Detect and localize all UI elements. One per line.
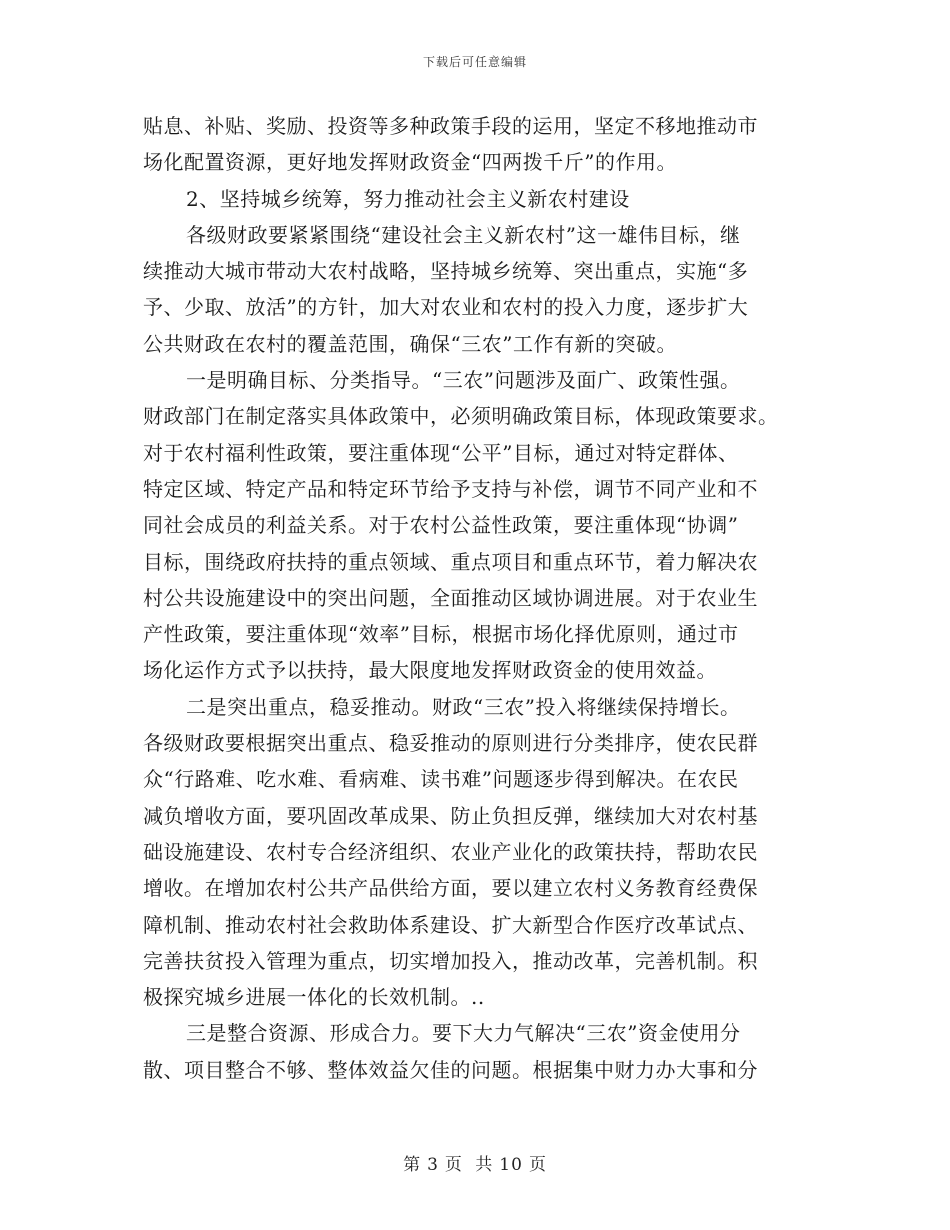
text-line: 完善扶贫投入管理为重点，切实增加投入，推动改革，完善机制。积 <box>143 948 758 973</box>
text-line: 续推动大城市带动大农村战略，坚持城乡统筹、突出重点，实施“多 <box>143 259 749 284</box>
footer-total-pages: 10 <box>499 1155 523 1175</box>
text-line: 予、少取、放活”的方针，加大对农业和农村的投入力度，逐步扩大 <box>143 295 749 320</box>
text-line: 三是整合资源、形成合力。要下大力气解决“三农”资金使用分 <box>186 1021 741 1046</box>
text-line: 散、项目整合不够、整体效益欠佳的问题。根据集中财力办大事和分 <box>143 1057 758 1082</box>
text-line: 障机制、推动农村社会救助体系建设、扩大新型合作医疗改革试点、 <box>143 912 758 937</box>
text-line: 财政部门在制定落实具体政策中，必须明确政策目标，体现政策要求。 <box>143 404 779 429</box>
text-line: 村公共设施建设中的突出问题，全面推动区域协调进展。对于农业生 <box>143 585 758 610</box>
page-footer <box>0 1150 950 1175</box>
text-line: 产性政策，要注重体现“效率”目标，根据市场化择优原则，通过市 <box>143 622 739 647</box>
footer-middle: 页 共 <box>444 1155 494 1175</box>
page-header-note: 下载后可任意编辑 <box>422 55 527 69</box>
text-line: 各级财政要紧紧围绕“建设社会主义新农村”这一雄伟目标，继 <box>186 222 741 247</box>
text-line: 础设施建设、农村专合经济组织、农业产业化的政策扶持，帮助农民 <box>143 839 758 864</box>
text-line: 众“行路难、吃水难、看病难、读书难”问题逐步得到解决。在农民 <box>143 767 739 792</box>
text-line: 特定区域、特定产品和特定环节给予支持与补偿，调节不同产业和不 <box>143 476 758 501</box>
text-line: 增收。在增加农村公共产品供给方面，要以建立农村义务教育经费保 <box>143 876 758 901</box>
text-line: 极探究城乡进展一体化的长效机制。.. <box>143 985 485 1010</box>
footer-prefix: 第 <box>403 1155 422 1175</box>
text-line: 场化配置资源，更好地发挥财政资金“四两拨千斤”的作用。 <box>143 150 677 175</box>
text-line: 2、坚持城乡统筹，努力推动社会主义新农村建设 <box>186 186 630 211</box>
text-line: 公共财政在农村的覆盖范围，确保“三农”工作有新的突破。 <box>143 331 677 356</box>
text-line: 各级财政要根据突出重点、稳妥推动的原则进行分类排序，使农民群 <box>143 731 758 756</box>
text-line: 场化运作方式予以扶持，最大限度地发挥财政资金的使用效益。 <box>143 658 717 683</box>
footer-suffix: 页 <box>528 1155 547 1175</box>
footer-page-number: 3 <box>427 1155 439 1175</box>
text-line: 一是明确目标、分类指导。“三农”问题涉及面广、政策性强。 <box>186 368 741 393</box>
text-line: 贴息、补贴、奖励、投资等多种政策手段的运用，坚定不移地推动市 <box>143 114 758 138</box>
document-body <box>143 108 811 1088</box>
text-line: 二是突出重点，稳妥推动。财政“三农”投入将继续保持增长。 <box>186 694 741 719</box>
text-line: 对于农村福利性政策，要注重体现“公平”目标，通过对特定群体、 <box>143 440 739 465</box>
text-line: 同社会成员的利益关系。对于农村公益性政策，要注重体现“协调” <box>143 513 739 538</box>
text-line: 目标，围绕政府扶持的重点领域、重点项目和重点环节，着力解决农 <box>143 549 758 574</box>
text-line: 减负增收方面，要巩固改革成果、防止负担反弹，继续加大对农村基 <box>143 803 758 828</box>
